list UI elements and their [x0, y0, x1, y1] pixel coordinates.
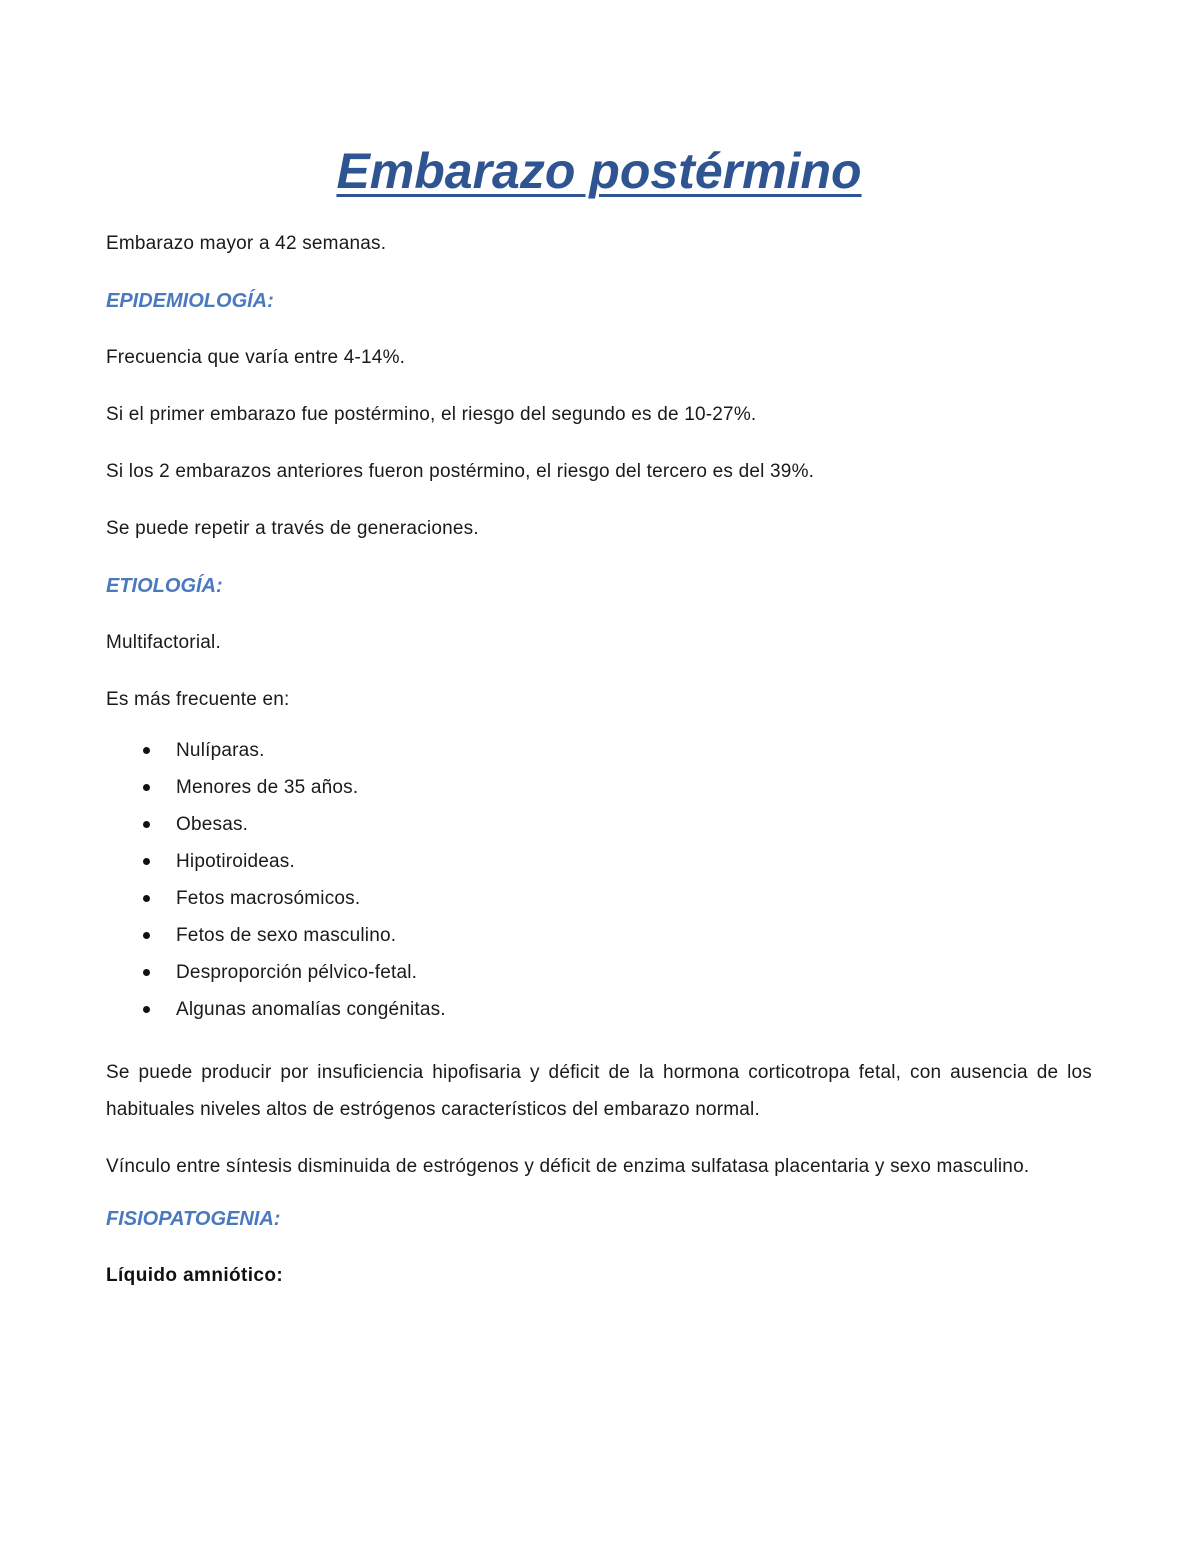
etiologia-paragraph: Es más frecuente en:	[106, 689, 290, 710]
epidemiologia-paragraph: Se puede repetir a través de generaciones.	[106, 518, 479, 539]
epidemiologia-paragraph: Si los 2 embarazos anteriores fueron postérmino, el riesgo del tercero es del 39%.	[106, 461, 815, 482]
subheading-liquido-amniotico: Líquido amniótico:	[106, 1265, 284, 1286]
document-title: Embarazo postérmino	[336, 143, 862, 199]
document-body	[106, 140, 1092, 1290]
bullet-icon	[143, 1006, 150, 1013]
epidemiologia-paragraph: Si el primer embarazo fue postérmino, el riesgo del segundo es de 10-27%.	[106, 404, 757, 425]
bullet-icon	[143, 895, 150, 902]
list-item-text: Desproporción pélvico-fetal.	[176, 962, 418, 983]
bullet-icon	[143, 784, 150, 791]
bullet-icon	[143, 821, 150, 828]
list-item-text: Algunas anomalías congénitas.	[176, 999, 446, 1020]
list-item	[106, 732, 1092, 769]
list-item-text: Menores de 35 años.	[176, 777, 359, 798]
heading-epidemiologia: EPIDEMIOLOGÍA:	[106, 290, 274, 312]
bullet-icon	[143, 969, 150, 976]
list-item-text: Fetos macrosómicos.	[176, 888, 361, 909]
heading-fisiopatogenia: FISIOPATOGENIA:	[106, 1208, 281, 1230]
epidemiologia-paragraph: Frecuencia que varía entre 4-14%.	[106, 347, 406, 368]
list-item	[106, 917, 1092, 954]
list-item-text: Obesas.	[176, 814, 249, 835]
list-item-text: Hipotiroideas.	[176, 851, 295, 872]
bullet-icon	[143, 858, 150, 865]
list-item	[106, 991, 1092, 1028]
etiologia-paragraph: Multifactorial.	[106, 632, 221, 653]
list-item	[106, 843, 1092, 880]
bullet-icon	[143, 932, 150, 939]
list-item-text: Fetos de sexo masculino.	[176, 925, 397, 946]
intro-paragraph: Embarazo mayor a 42 semanas.	[106, 233, 387, 254]
etiologia-detail-paragraph: Vínculo entre síntesis disminuida de estrógenos y déficit de enzima sulfatasa placentaria y sexo masculino.	[106, 1156, 1030, 1177]
list-item	[106, 769, 1092, 806]
list-item	[106, 954, 1092, 991]
etiologia-detail-paragraph: Se puede producir por insuficiencia hipofisaria y déficit de la hormona corticotropa fetal, con ausencia de los habituales niveles altos de estrógenos característicos del embarazo normal.	[106, 1062, 1092, 1120]
list-item	[106, 806, 1092, 843]
risk-factor-list	[106, 732, 1092, 1028]
list-item-text: Nulíparas.	[176, 740, 265, 761]
heading-etiologia: ETIOLOGÍA:	[106, 575, 223, 597]
bullet-icon	[143, 747, 150, 754]
list-item	[106, 880, 1092, 917]
